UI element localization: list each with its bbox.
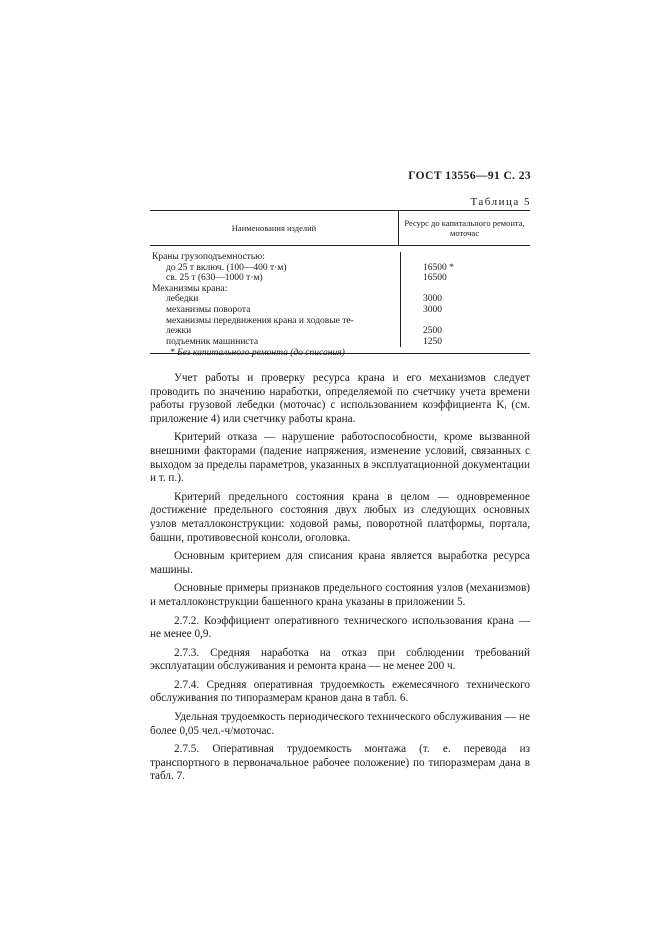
table-row-name: Механизмы крана:: [152, 283, 228, 294]
name-column: [150, 252, 401, 347]
table-row-value: [401, 316, 530, 327]
table-row-name: лебедки: [166, 294, 199, 305]
table-body: [150, 246, 530, 354]
table-caption: Таблица 5: [470, 196, 531, 208]
value-column: [401, 252, 530, 347]
paragraph: Учет работы и проверку ресурса крана и его механизмов следует проводить по значению наработки, определяемой по счетчику учета времени работы грузовой лебедки (моточас) с использованием коэффициента Kᵢ (см. приложение 4) или счетчику работы крана.: [150, 372, 530, 425]
table-row-value: 1250: [423, 336, 442, 347]
table-row-value: 2500: [423, 326, 442, 337]
paragraph: 2.7.3. Средняя наработка на отказ при соблюдении требований эксплуатации обслуживания и ремонта крана — не менее 200 ч.: [150, 646, 530, 673]
paragraph: 2.7.5. Оперативная трудоемкость монтажа (т. е. перевода из транспортного в первоначальное рабочее положение) по типоразмерам дана в табл. 7.: [150, 743, 530, 783]
table-row-name: св. 25 т (630—1000 т·м): [166, 273, 263, 284]
paragraph: 2.7.2. Коэффициент оперативного технического использования крана — не менее 0,9.: [150, 614, 530, 641]
table-row-value: 3000: [423, 304, 442, 315]
table-header: [150, 210, 530, 246]
table-row-name: до 25 т включ. (100—400 т·м): [166, 262, 287, 273]
paragraph: Основные примеры признаков предельного состояния узлов (механизмов) и металлоконструкции башенного крана указаны в приложении 5.: [150, 582, 530, 608]
resource-table: [150, 210, 530, 354]
table-row-name: механизмы поворота: [166, 304, 251, 315]
table-row-value: [401, 284, 530, 295]
column-header-name: Наименования изделий: [150, 211, 399, 245]
body-text: [150, 372, 530, 789]
column-header-resource: Ресурс до капитального ремонта, моточас: [404, 218, 525, 238]
table-row-value: 3000: [423, 294, 442, 305]
paragraph: Критерий предельного состояния крана в целом — одновременное достижение предельного состояния двух любых из следующих основных узлов металлоконструкции: ходовой рамы, поворотной платформы, портала, башни, противовесной консоли, оголовка.: [150, 490, 530, 544]
paragraph: 2.7.4. Средняя оперативная трудоемкость ежемесячного технического обслуживания по типоразмерам кранов дана в табл. 6.: [150, 678, 530, 705]
paragraph: Удельная трудоемкость периодического технического обслуживания — не более 0,05 чел.-ч/моточас.: [150, 711, 530, 737]
table-row-name: Краны грузоподъемностью:: [152, 252, 265, 262]
paragraph: Основным критерием для списания крана является выработка ресурса машины.: [150, 550, 530, 576]
page-header: ГОСТ 13556—91 С. 23: [408, 170, 531, 182]
table-row-name: механизмы передвижения крана и ходовые те-: [166, 315, 354, 326]
table-row-value: [401, 252, 530, 263]
table-footnote: * Без капитального ремонта (до списания): [170, 348, 345, 358]
paragraph: Критерий отказа — нарушение работоспособности, кроме вызванной внешними факторами (падение напряжения, изменение условий, связанных с выходом за пределы параметров, указанных в эксплуатационной документации и т. п.).: [150, 431, 530, 485]
table-row-name: подъемник машиниста: [166, 336, 259, 347]
table-row-name: лежки: [166, 326, 192, 337]
table-row-value: 16500 *: [423, 262, 454, 273]
table-row-value: 16500: [423, 273, 447, 284]
